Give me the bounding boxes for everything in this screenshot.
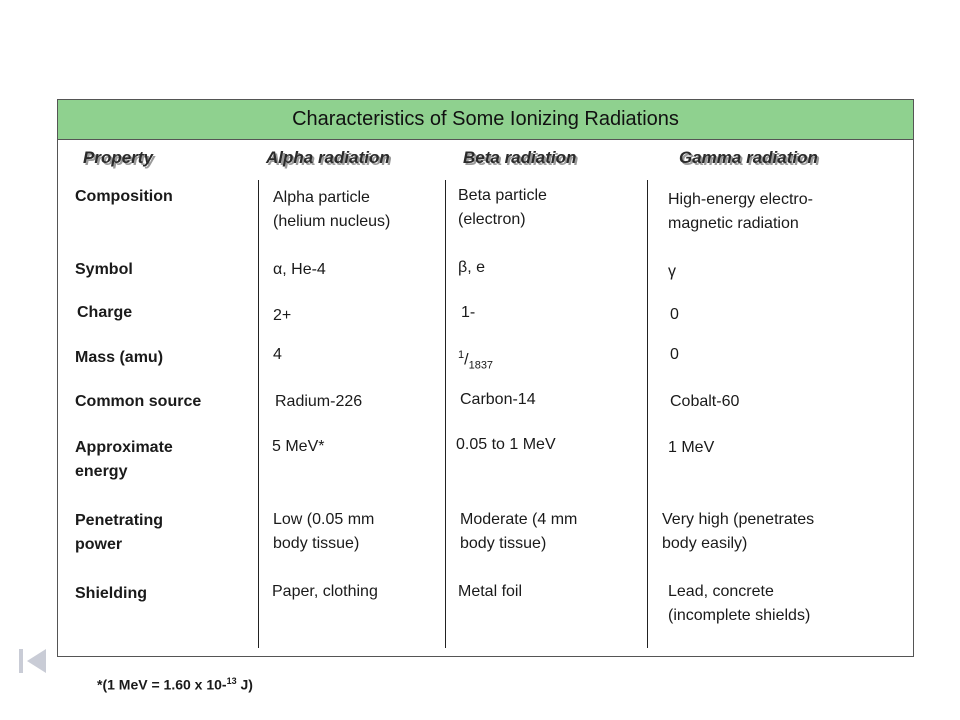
cell-alpha-symbol: α, He-4 bbox=[273, 261, 326, 278]
cell-alpha-charge: 2+ bbox=[273, 307, 292, 324]
header-property: Property bbox=[83, 148, 153, 167]
cell-gamma-composition: High-energy electro- magnetic radiation bbox=[668, 191, 813, 232]
cell-gamma-penetrating: Very high (penetrates body easily) bbox=[662, 511, 815, 552]
column-divider bbox=[445, 180, 446, 648]
cell-alpha-penetrating: Low (0.05 mm body tissue) bbox=[273, 511, 375, 552]
cell-gamma-energy: 1 MeV bbox=[668, 439, 715, 456]
table-frame bbox=[57, 99, 914, 657]
cell-gamma-charge: 0 bbox=[670, 306, 679, 323]
row-label-mass: Mass (amu) bbox=[75, 349, 164, 366]
cell-alpha-energy: 5 MeV* bbox=[272, 438, 325, 455]
cell-beta-penetrating: Moderate (4 mm body tissue) bbox=[460, 511, 578, 552]
cell-gamma-mass: 0 bbox=[670, 346, 679, 363]
header-alpha: Alpha radiation bbox=[266, 148, 390, 167]
cell-alpha-shielding: Paper, clothing bbox=[272, 583, 378, 600]
previous-slide-icon[interactable] bbox=[18, 648, 48, 674]
cell-beta-symbol: β, e bbox=[458, 259, 485, 276]
cell-alpha-mass: 4 bbox=[273, 346, 282, 363]
row-label-penetrating: Penetrating power bbox=[75, 512, 164, 553]
column-divider bbox=[258, 180, 259, 648]
cell-alpha-source: Radium-226 bbox=[275, 393, 363, 410]
row-label-charge: Charge bbox=[77, 304, 133, 321]
cell-beta-mass: $^1/_{1837}$ bbox=[458, 349, 494, 372]
row-label-symbol: Symbol bbox=[75, 261, 133, 278]
cell-beta-charge: 1- bbox=[461, 304, 476, 321]
row-label-common-source: Common source bbox=[75, 393, 202, 410]
cell-gamma-symbol: γ bbox=[668, 263, 676, 280]
cell-beta-composition: Beta particle (electron) bbox=[458, 187, 547, 228]
header-gamma: Gamma radiation bbox=[679, 148, 818, 167]
cell-gamma-shielding: Lead, concrete (incomplete shields) bbox=[668, 583, 811, 624]
table-title: Characteristics of Some Ionizing Radiations bbox=[57, 99, 914, 140]
row-label-shielding: Shielding bbox=[75, 585, 147, 602]
cell-alpha-composition: Alpha particle (helium nucleus) bbox=[273, 189, 391, 230]
cell-beta-shielding: Metal foil bbox=[458, 583, 523, 600]
cell-beta-source: Carbon-14 bbox=[460, 391, 536, 408]
cell-beta-energy: 0.05 to 1 MeV bbox=[456, 436, 556, 453]
row-label-composition: Composition bbox=[75, 188, 173, 205]
header-beta: Beta radiation bbox=[463, 148, 577, 167]
footnote: *(1 MeV = 1.60 x 10-$^{13}$ J) bbox=[97, 676, 253, 693]
cell-gamma-source: Cobalt-60 bbox=[670, 393, 740, 410]
column-divider bbox=[647, 180, 648, 648]
row-label-energy: Approximate energy bbox=[75, 439, 173, 480]
